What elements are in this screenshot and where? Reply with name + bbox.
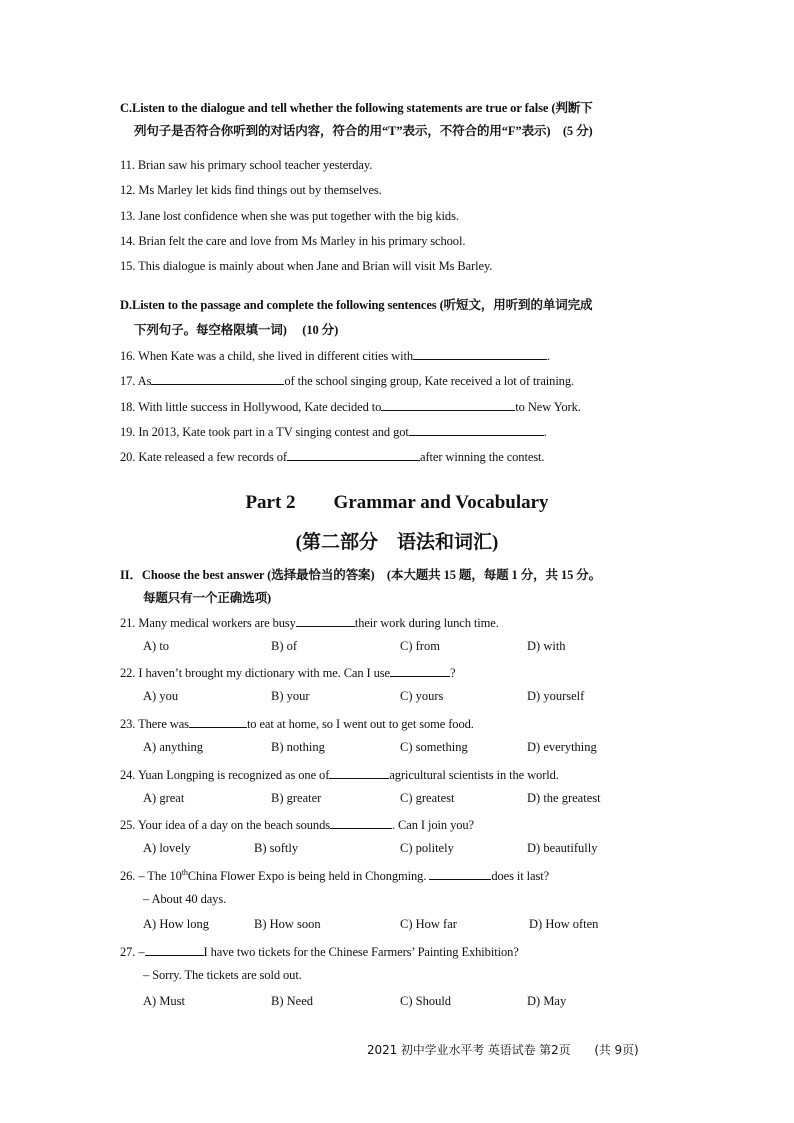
sentence-18	[120, 398, 581, 415]
sentence-19-end: .	[543, 425, 547, 439]
question-21	[120, 614, 499, 631]
answer-blank-24[interactable]	[329, 766, 389, 779]
statement-11: 11. Brian saw his primary school teacher yesterday.	[120, 158, 373, 172]
question-23	[120, 715, 474, 732]
q22-option-c[interactable]: C) yours	[400, 689, 444, 703]
sentence-19	[120, 423, 547, 440]
question-24	[120, 766, 559, 783]
section-c-heading-line1: C.Listen to the dialogue and tell whether the following statements are true or false (判断下	[120, 101, 593, 115]
sentence-18-end: to New York.	[515, 400, 581, 414]
page-footer: 2021 初中学业水平考 英语试卷 第2页 (共 9页)	[367, 1043, 639, 1057]
section-ii-heading-line1: II．Choose the best answer (选择最恰当的答案) (本大题共 15 题，每题 1 分，共 15 分。	[120, 568, 602, 582]
answer-blank-23[interactable]	[189, 715, 247, 728]
question-27	[120, 943, 519, 960]
q26-option-c[interactable]: C) How far	[400, 917, 457, 931]
part-2-title: Part 2 Grammar and Vocabulary	[245, 492, 549, 513]
question-23-text: 23. There was	[120, 717, 189, 731]
q24-option-c[interactable]: C) greatest	[400, 791, 455, 805]
question-25-end: . Can I join you?	[392, 818, 474, 832]
q26-option-a[interactable]: A) How long	[143, 917, 209, 931]
sentence-16-end: .	[547, 349, 551, 363]
section-d-heading-line1: D.Listen to the passage and complete the following sentences (听短文，用听到的单词完成	[120, 298, 593, 312]
q26-option-b[interactable]: B) How soon	[254, 917, 321, 931]
question-22-end: ?	[450, 666, 456, 680]
question-25	[120, 816, 474, 833]
q23-option-d[interactable]: D) everything	[527, 740, 597, 754]
q26-option-d[interactable]: D) How often	[529, 917, 599, 931]
question-26	[120, 867, 549, 884]
answer-blank-25[interactable]	[330, 816, 392, 829]
answer-blank-27[interactable]	[145, 943, 204, 956]
answer-blank-18[interactable]	[381, 398, 515, 411]
question-27-text: 27. –	[120, 945, 145, 959]
question-26-text-b: China Flower Expo is being held in Chongming.	[187, 869, 427, 883]
answer-blank-22[interactable]	[390, 664, 450, 677]
sentence-18-text: 18. With little success in Hollywood, Kate decided to	[120, 400, 382, 414]
q25-option-c[interactable]: C) politely	[400, 841, 454, 855]
answer-blank-26[interactable]	[429, 867, 491, 880]
sentence-17	[120, 372, 574, 389]
section-d-heading-line2: 下列句子。每空格限填一词) (10 分)	[134, 323, 339, 337]
q24-option-d[interactable]: D) the greatest	[527, 791, 601, 805]
question-26-end: does it last?	[491, 869, 550, 883]
q21-option-c[interactable]: C) from	[400, 639, 440, 653]
q23-option-c[interactable]: C) something	[400, 740, 468, 754]
part-2-subtitle: (第二部分 语法和词汇)	[295, 532, 499, 553]
sentence-16	[120, 347, 550, 364]
answer-blank-16[interactable]	[413, 347, 547, 360]
q27-option-a[interactable]: A) Must	[143, 994, 186, 1008]
question-23-end: to eat at home, so I went out to get some food.	[246, 717, 474, 731]
q24-option-b[interactable]: B) greater	[271, 791, 322, 805]
sentence-17-text: 17. As	[120, 374, 152, 388]
answer-blank-17[interactable]	[151, 372, 284, 385]
question-22	[120, 664, 455, 681]
question-25-text: 25. Your idea of a day on the beach sounds	[120, 818, 330, 832]
q21-option-a[interactable]: A) to	[143, 639, 170, 653]
question-21-end: their work during lunch time.	[354, 616, 499, 630]
statement-13: 13. Jane lost confidence when she was put together with the big kids.	[120, 209, 459, 223]
question-24-end: agricultural scientists in the world.	[389, 768, 559, 782]
q23-option-b[interactable]: B) nothing	[271, 740, 325, 754]
q23-option-a[interactable]: A) anything	[143, 740, 204, 754]
q22-option-a[interactable]: A) you	[143, 689, 179, 703]
q25-option-d[interactable]: D) beautifully	[527, 841, 598, 855]
sentence-20-text: 20. Kate released a few records of	[120, 450, 287, 464]
question-22-text: 22. I haven’t brought my dictionary with me. Can I use	[120, 666, 391, 680]
q21-option-d[interactable]: D) with	[527, 639, 566, 653]
q27-option-b[interactable]: B) Need	[271, 994, 313, 1008]
statement-15: 15. This dialogue is mainly about when Jane and Brian will visit Ms Barley.	[120, 259, 493, 273]
question-26-reply: – About 40 days.	[143, 892, 227, 906]
question-26-superscript: th	[181, 868, 188, 877]
question-27-reply: – Sorry. The tickets are sold out.	[143, 968, 302, 982]
question-26-text-a: 26. – The 10	[120, 869, 182, 883]
sentence-16-text: 16. When Kate was a child, she lived in different cities with	[120, 349, 414, 363]
section-c-heading-line2: 列句子是否符合你听到的对话内容，符合的用“T”表示，不符合的用“F”表示) (5 分)	[134, 124, 593, 138]
sentence-19-text: 19. In 2013, Kate took part in a TV singing contest and got	[120, 425, 409, 439]
question-24-text: 24. Yuan Longping is recognized as one of	[120, 768, 330, 782]
q25-option-a[interactable]: A) lovely	[143, 841, 191, 855]
q27-option-d[interactable]: D) May	[527, 994, 567, 1008]
answer-blank-19[interactable]	[409, 423, 544, 436]
sentence-17-end: of the school singing group, Kate received a lot of training.	[284, 374, 575, 388]
q21-option-b[interactable]: B) of	[271, 639, 298, 653]
section-ii-heading-line2: 每题只有一个正确选项)	[143, 591, 272, 605]
q22-option-d[interactable]: D) yourself	[527, 689, 585, 703]
answer-blank-21[interactable]	[296, 614, 355, 627]
statement-12: 12. Ms Marley let kids find things out by themselves.	[120, 183, 382, 197]
q22-option-b[interactable]: B) your	[271, 689, 310, 703]
sentence-20-end: after winning the contest.	[420, 450, 545, 464]
q25-option-b[interactable]: B) softly	[254, 841, 299, 855]
sentence-20	[120, 448, 544, 465]
statement-14: 14. Brian felt the care and love from Ms Marley in his primary school.	[120, 234, 466, 248]
question-21-text: 21. Many medical workers are busy	[120, 616, 296, 630]
q24-option-a[interactable]: A) great	[143, 791, 185, 805]
q27-option-c[interactable]: C) Should	[400, 994, 452, 1008]
answer-blank-20[interactable]	[287, 448, 420, 461]
question-27-end: I have two tickets for the Chinese Farmers’ Painting Exhibition?	[203, 945, 519, 959]
